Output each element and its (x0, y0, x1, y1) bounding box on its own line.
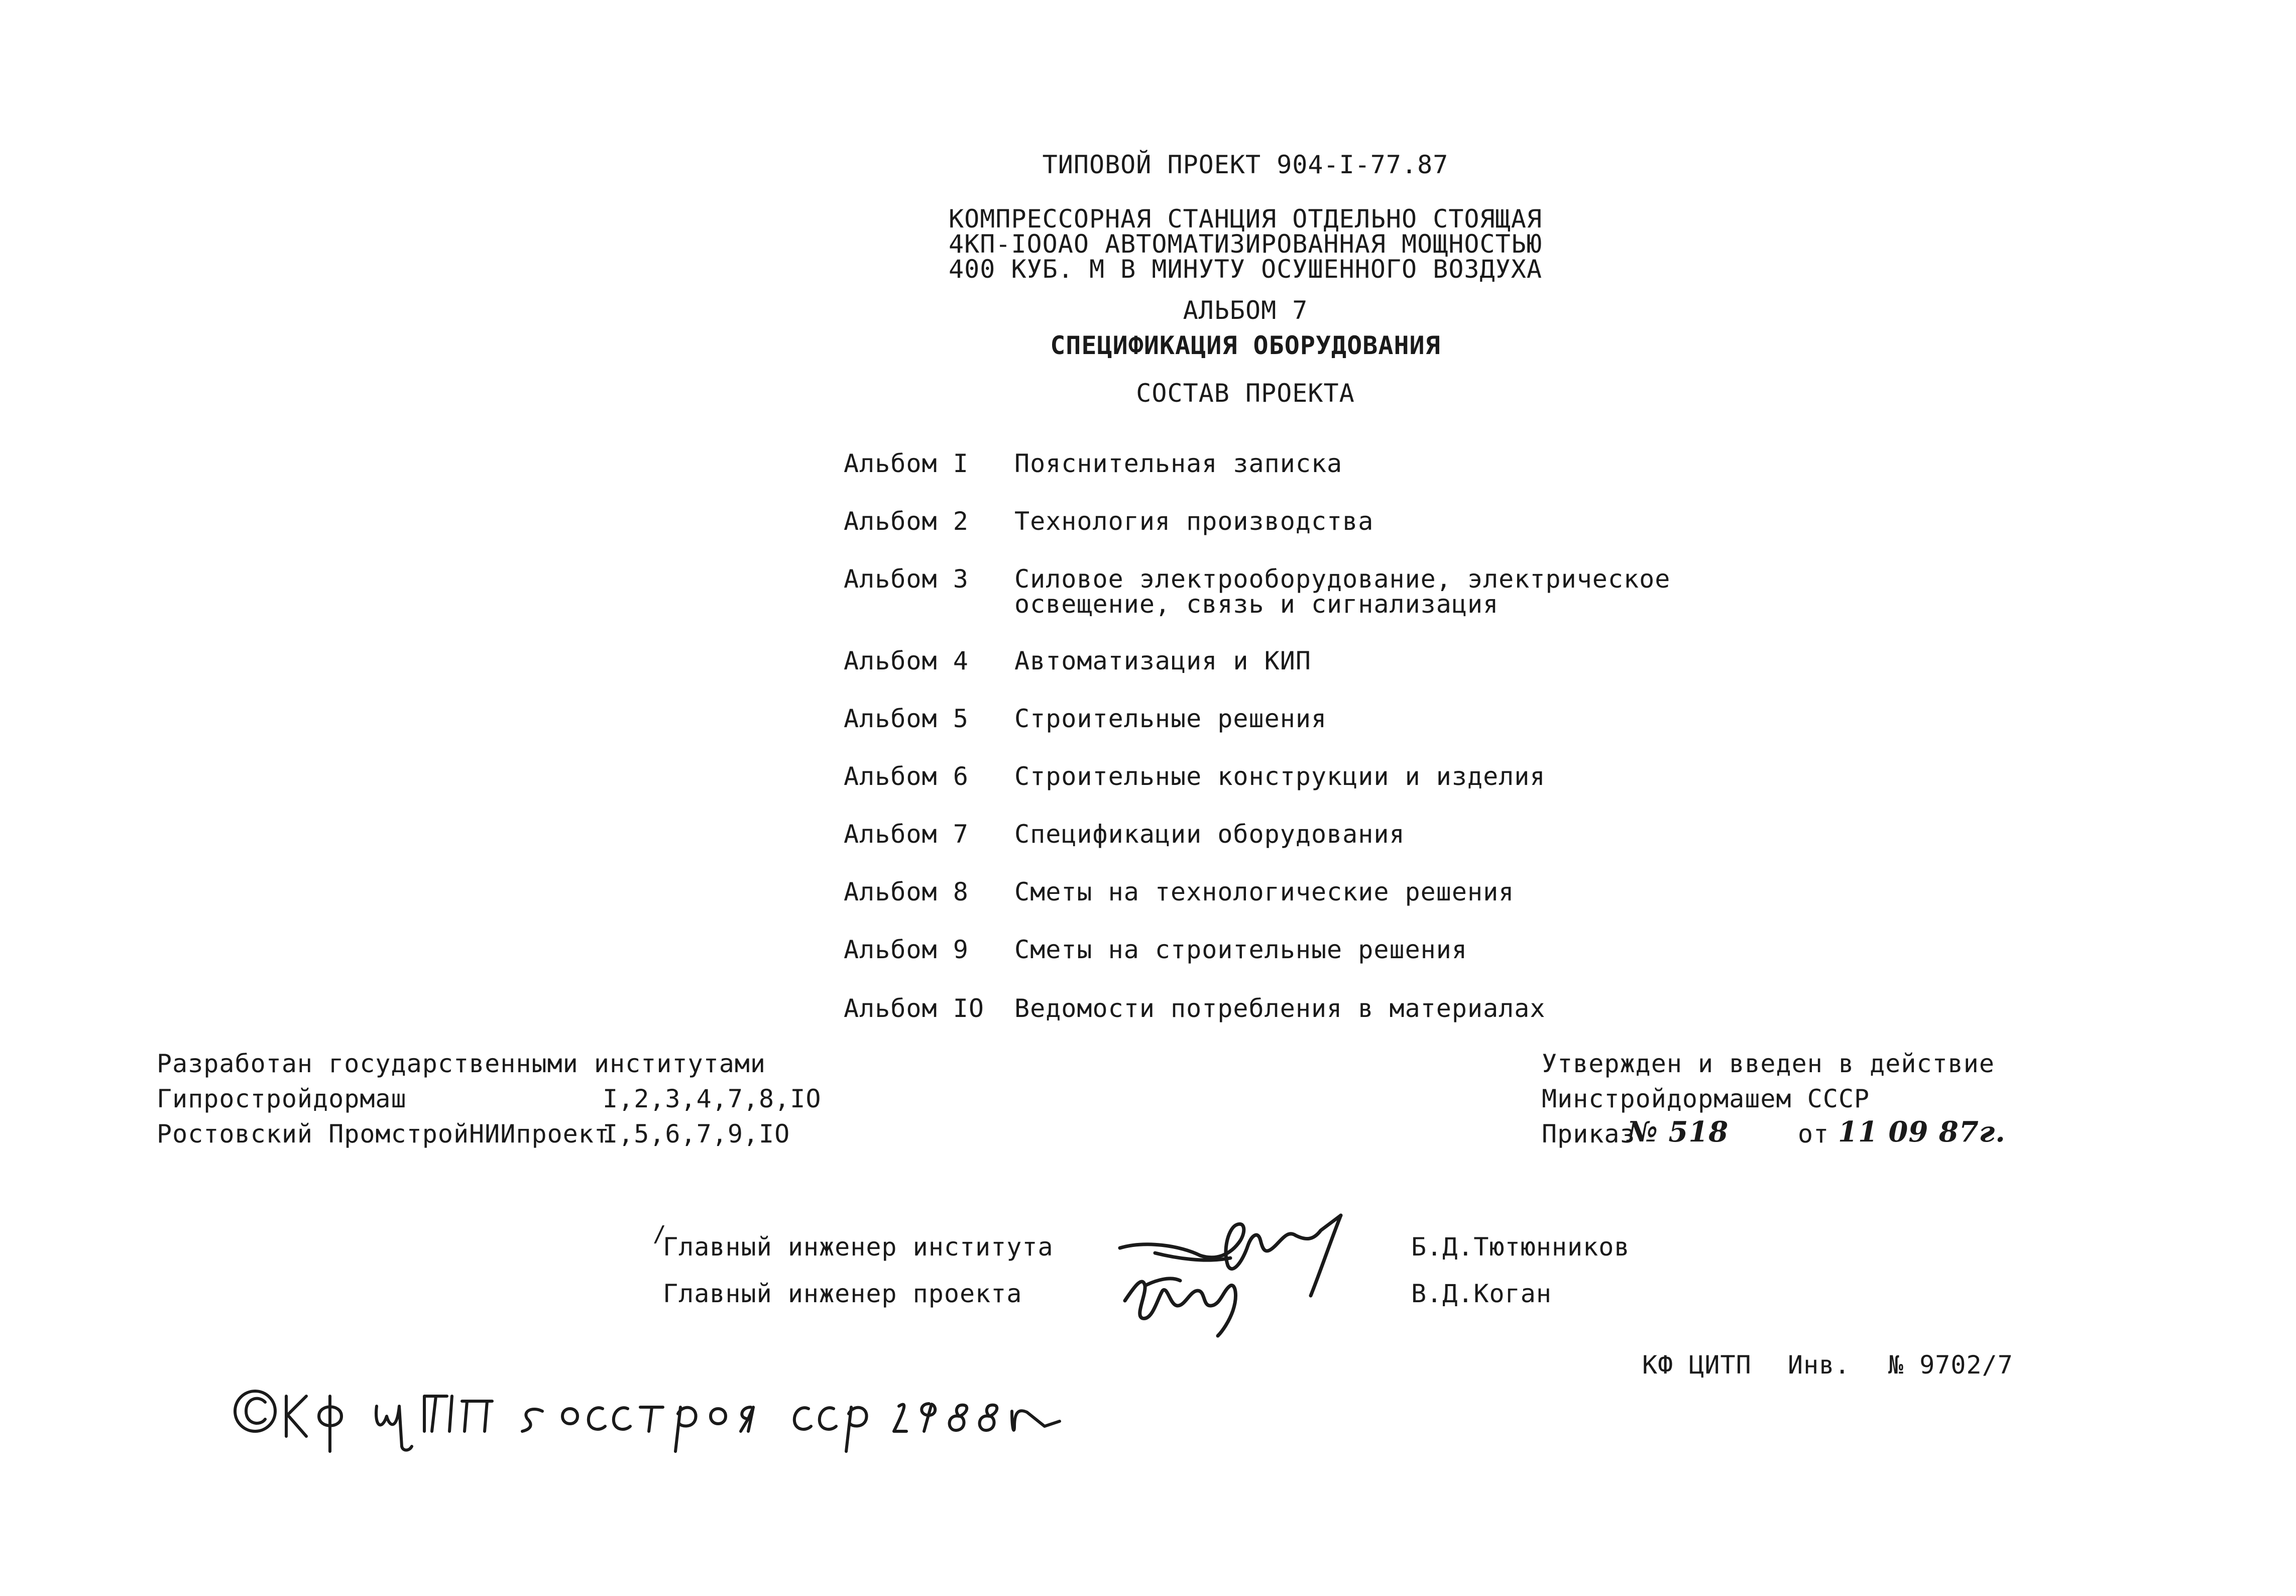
institute-1-albums: I,2,3,4,7,8,IO (603, 1084, 822, 1113)
institute-1-name: Гипростройдормаш (157, 1084, 407, 1113)
album-number: Альбом 6 (844, 762, 969, 791)
order-label: Приказ (1542, 1119, 1636, 1149)
chief-engineer-institute-name: Б.Д.Тютюнников (1411, 1232, 1630, 1262)
album-number: Альбом 3 (844, 564, 969, 594)
album-row (0, 647, 1808, 707)
chief-engineer-institute-label: Главный инженер института (663, 1232, 1054, 1262)
album-row (0, 878, 1808, 938)
album-number: Альбом 5 (844, 704, 969, 733)
chief-engineer-project-label: Главный инженер проекта (663, 1279, 1022, 1308)
album-description: Силовое электрооборудование, электрическое (1014, 564, 1671, 594)
chief-engineer-project-name: В.Д.Коган (1411, 1279, 1552, 1308)
album-number: Альбом I (844, 449, 969, 478)
project-title-line1: КОМПРЕССОРНАЯ СТАНЦИЯ ОТДЕЛЬНО СТОЯЩАЯ (949, 204, 1542, 234)
album-number: Альбом 8 (844, 877, 969, 906)
album-number: Альбом IO (844, 994, 984, 1023)
order-date: 11 09 87г. (1838, 1115, 2006, 1149)
album-row (0, 994, 1808, 1055)
album-title: СПЕЦИФИКАЦИЯ ОБОРУДОВАНИЯ (1050, 331, 1441, 360)
album-row (0, 936, 1808, 996)
album-row (0, 705, 1808, 765)
album-description-continued: освещение, связь и сигнализация (1014, 590, 1499, 619)
inventory-number: № 9702/7 (1888, 1350, 2013, 1380)
inventory-label: Инв. (1788, 1350, 1851, 1380)
album-description: Спецификации оборудования (1014, 820, 1405, 849)
composition-title: СОСТАВ ПРОЕКТА (1136, 379, 1355, 408)
album-description: Сметы на технологические решения (1014, 877, 1515, 906)
project-title-line2: 4КП-IOOAO АВТОМАТИЗИРОВАННАЯ МОЩНОСТЬЮ (949, 230, 1542, 259)
developed-heading: Разработан государственными институтами (157, 1049, 766, 1078)
album-row (0, 565, 1808, 635)
album-number: Альбом 9 (844, 935, 969, 964)
order-date-label: от (1798, 1119, 1829, 1149)
copyright-handwritten (231, 1376, 1085, 1456)
handwritten-signatures (1115, 1210, 1351, 1341)
album-label: АЛЬБОМ 7 (1183, 296, 1308, 325)
album-number: Альбом 4 (844, 646, 969, 675)
approval-line2: Минстройдормашем СССР (1542, 1084, 1870, 1113)
album-number: Альбом 2 (844, 507, 969, 536)
album-description: Ведомости потребления в материалах (1014, 994, 1546, 1023)
album-description: Строительные конструкции и изделия (1014, 762, 1546, 791)
approval-line1: Утвержден и введен в действие (1542, 1049, 1995, 1078)
album-row (0, 762, 1808, 823)
album-description: Автоматизация и КИП (1014, 646, 1311, 675)
album-description: Сметы на строительные решения (1014, 935, 1467, 964)
album-row (0, 820, 1808, 880)
album-description: Технология производства (1014, 507, 1374, 536)
album-row (0, 449, 1808, 510)
institute-2-name: Ростовский ПромстройНИИпроект (157, 1119, 610, 1149)
inventory-org: КФ ЦИТП (1642, 1350, 1752, 1380)
album-description: Строительные решения (1014, 704, 1327, 733)
project-title-line3: 400 КУБ. М В МИНУТУ ОСУШЕННОГО ВОЗДУХА (949, 255, 1542, 284)
order-number: № 518 (1627, 1115, 1729, 1149)
signature-tick: / (653, 1221, 667, 1247)
album-number: Альбом 7 (844, 820, 969, 849)
project-number: ТИПОВОЙ ПРОЕКТ 904-I-77.87 (1042, 150, 1449, 179)
album-description: Пояснительная записка (1014, 449, 1343, 478)
album-row (0, 507, 1808, 567)
institute-2-albums: I,5,6,7,9,IO (603, 1119, 790, 1149)
